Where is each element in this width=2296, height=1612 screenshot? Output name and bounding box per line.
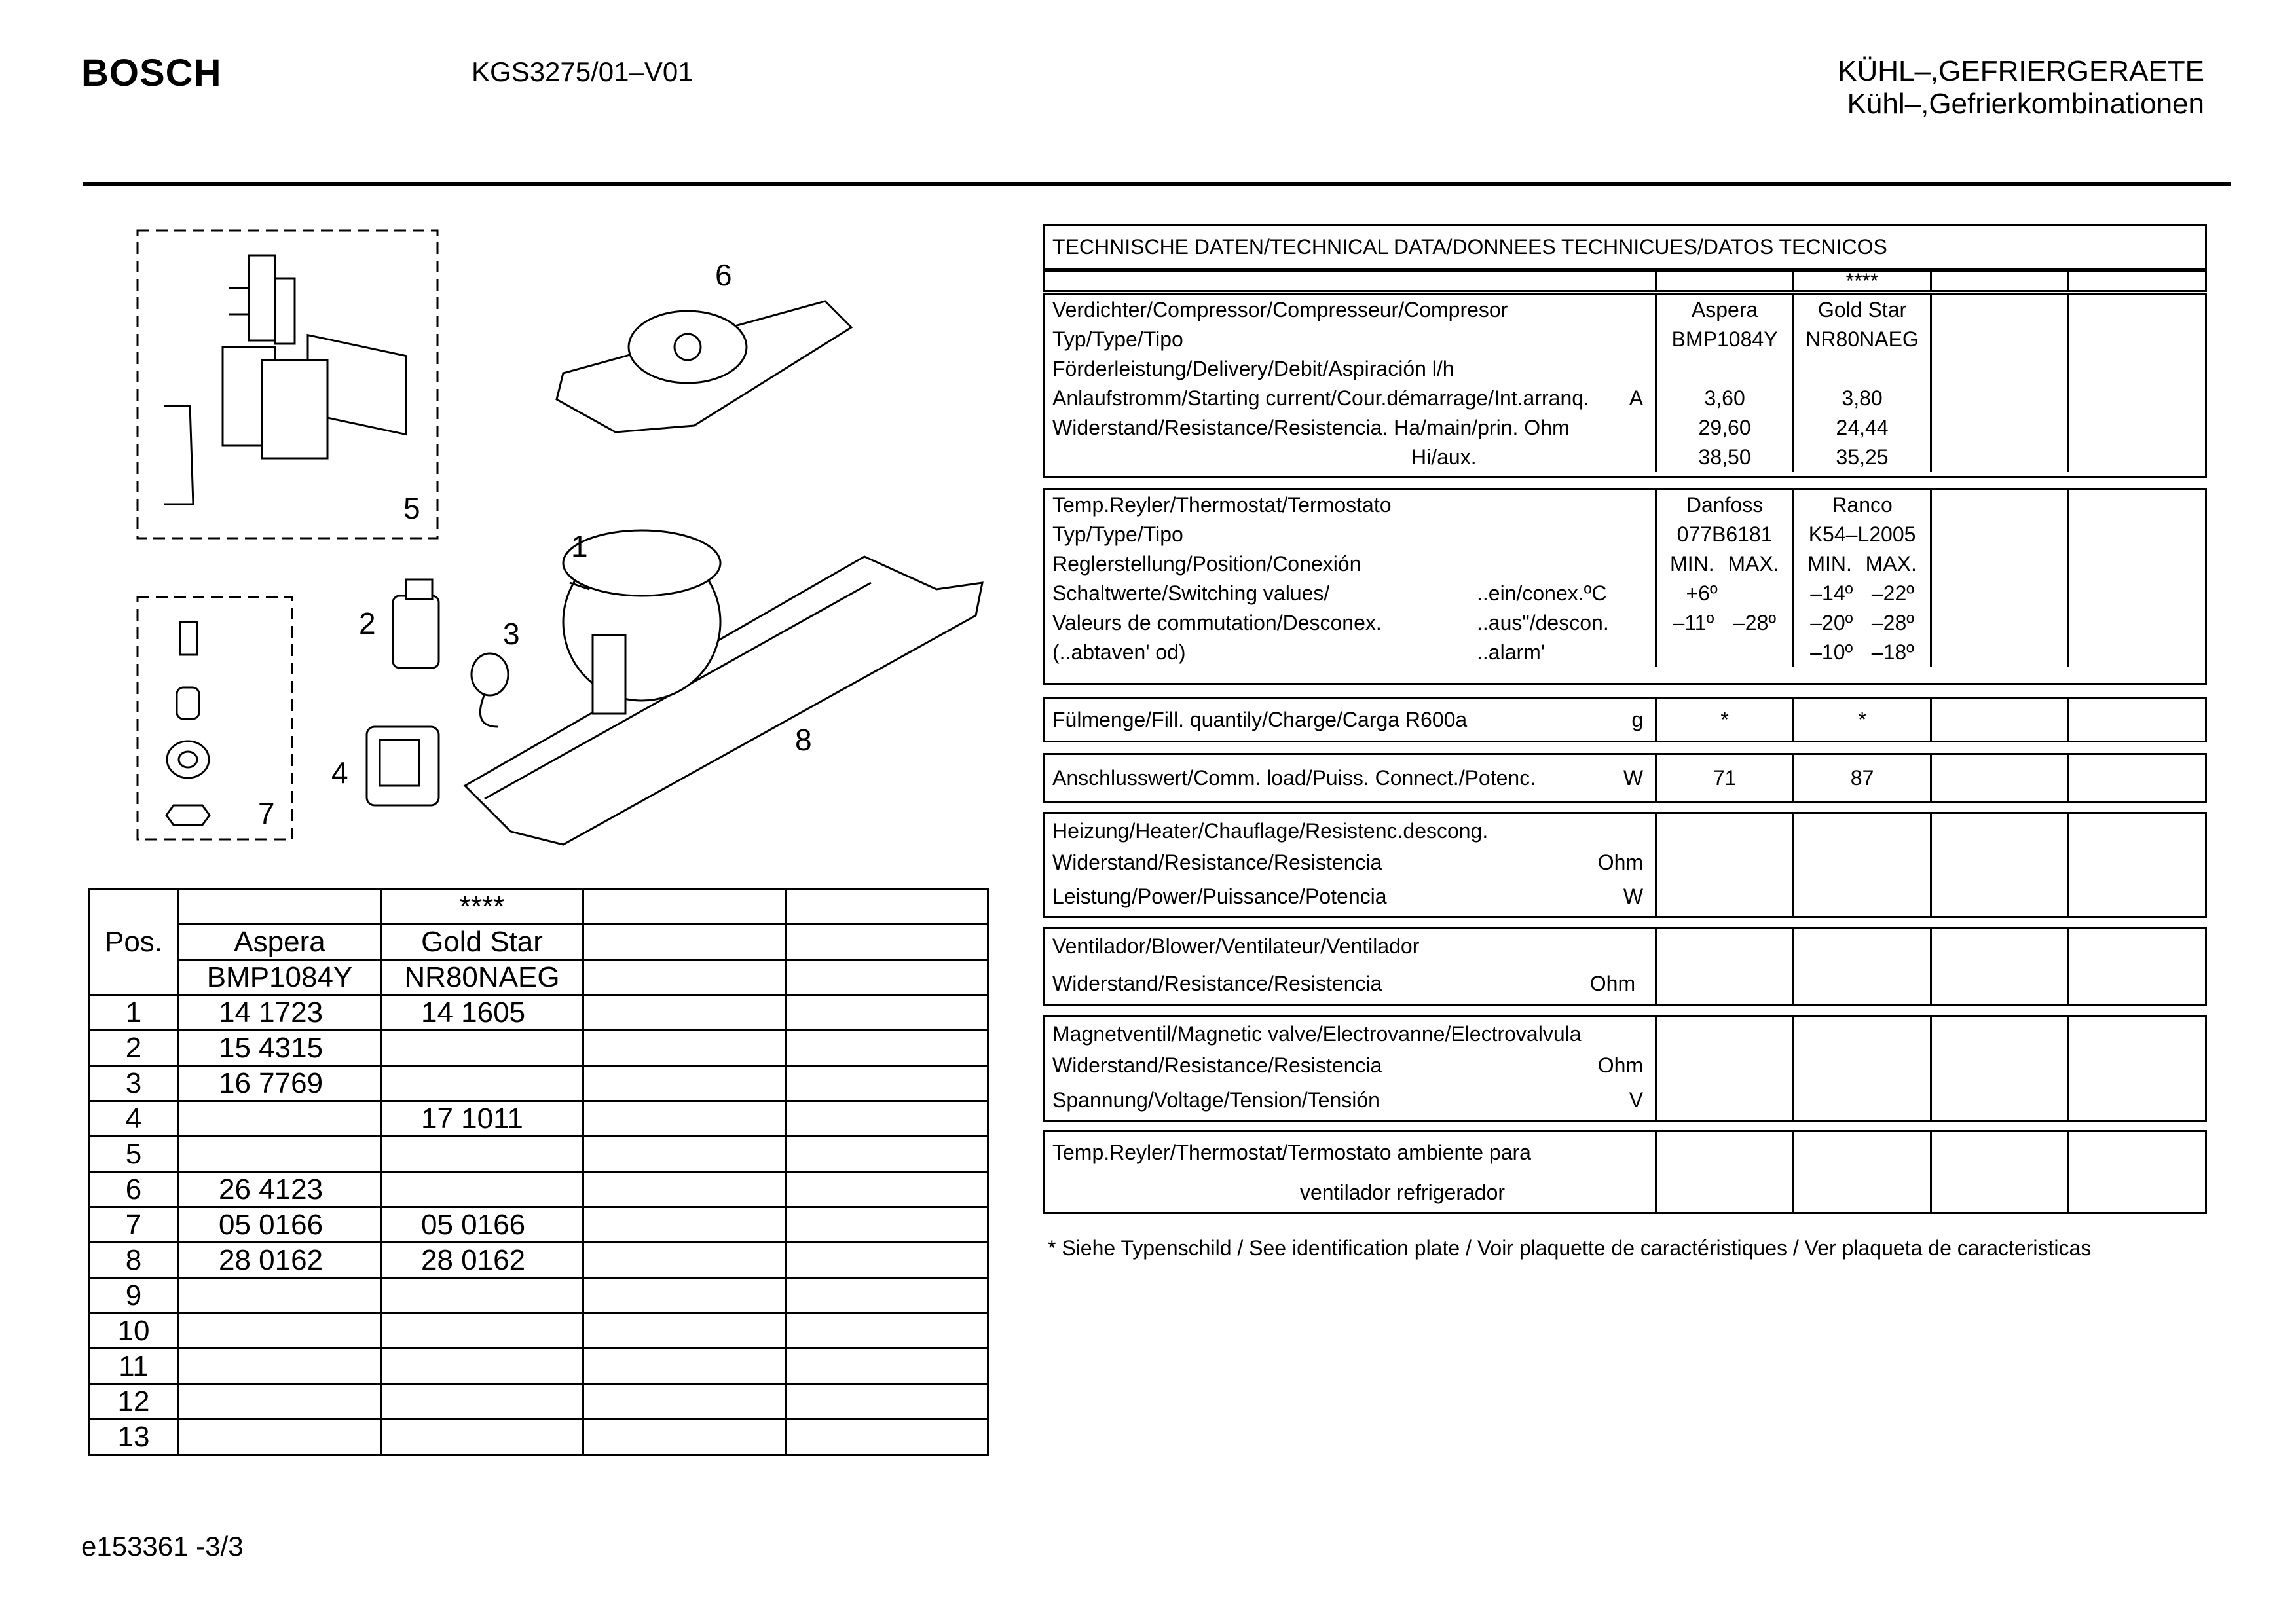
empty-cell <box>583 1243 786 1278</box>
aspera-part-cell: 05 0166 <box>179 1207 381 1243</box>
aspera-part-cell <box>179 1137 381 1172</box>
goldstar-part-cell: 17 1011 <box>381 1101 583 1137</box>
header-divider <box>83 182 2231 186</box>
empty-cell <box>786 1384 988 1420</box>
empty-cell <box>786 1137 988 1172</box>
empty-cell <box>583 1384 786 1420</box>
stars-header: **** <box>381 889 583 925</box>
pos-cell: 12 <box>89 1384 179 1420</box>
starter-relay-icon <box>367 727 439 805</box>
pos-cell: 11 <box>89 1349 179 1384</box>
empty-cell <box>583 1066 786 1101</box>
empty-cell <box>583 1207 786 1243</box>
callout-1: 1 <box>571 529 588 563</box>
empty-cell <box>583 1101 786 1137</box>
empty-cell <box>786 1101 988 1137</box>
goldstar-part-cell: 05 0166 <box>381 1207 583 1243</box>
valve-block: Magnetventil/Magnetic valve/Electrovanne/Electrovalvula Widerstand/Resistance/Resistencia Ohm Spannung/Voltage/Tension/Tensión V <box>1043 1015 2207 1122</box>
empty-cell <box>583 1031 786 1066</box>
parts-row <box>89 1243 988 1278</box>
empty-cell <box>786 1349 988 1384</box>
mounting-kit-icon <box>166 622 210 825</box>
aspera-part-cell: 16 7769 <box>179 1066 381 1101</box>
parts-row <box>89 1137 988 1172</box>
empty-cell <box>786 1243 988 1278</box>
relay-icon <box>164 255 406 504</box>
goldstar-part-cell <box>381 1384 583 1420</box>
tech-title-box <box>1043 224 2207 270</box>
aspera-part-cell <box>179 1101 381 1137</box>
callout-2: 2 <box>359 606 376 640</box>
aspera-part-cell <box>179 1384 381 1420</box>
category-subtitle: Kühl–,Gefrierkombinationen <box>1847 88 2204 120</box>
model-number: KGS3275/01–V01 <box>472 56 694 87</box>
col2-model: NR80NAEG <box>381 960 583 995</box>
goldstar-part-cell <box>381 1278 583 1313</box>
empty-cell <box>786 1420 988 1455</box>
empty-cell <box>786 1313 988 1349</box>
empty-cell <box>786 1207 988 1243</box>
parts-row <box>89 1207 988 1243</box>
category-title: KÜHL–,GEFRIERGERAETE <box>1838 55 2204 87</box>
aspera-part-cell: 14 1723 <box>179 995 381 1031</box>
ambient-block: Temp.Reyler/Thermostat/Termostato ambiente para ventilador refrigerador <box>1043 1130 2207 1214</box>
col2-brand: Gold Star <box>381 925 583 960</box>
goldstar-part-cell <box>381 1066 583 1101</box>
drip-tray-icon <box>557 301 851 432</box>
empty-cell <box>786 1278 988 1313</box>
parts-row <box>89 1066 988 1101</box>
pos-cell: 10 <box>89 1313 179 1349</box>
callout-6: 6 <box>715 258 732 292</box>
goldstar-part-cell <box>381 1349 583 1384</box>
tech-stars: **** <box>1792 272 1930 290</box>
parts-row <box>89 1420 988 1455</box>
pos-cell: 5 <box>89 1137 179 1172</box>
callout-8: 8 <box>795 723 812 757</box>
compressor-block: Verdichter/Compressor/Compresseur/Compresor Aspera Gold Star Typ/Type/Tipo BMP1084Y NR80NAEG Förderleistung/Delivery/Debit/Aspiración l/h Anlaufstromm/Starting current/Cour.démarrage/Int.arranq. A 3,60 3,80 Widerstand/Resistance/Resistencia. Ha/main/prin. Ohm 29,60 24,44 Hi/aux. 38,50 35,25 <box>1043 293 2207 478</box>
tech-title: TECHNISCHE DATEN/TECHNICAL DATA/DONNEES TECHNICUES/DATOS TECNICOS <box>1052 234 1887 259</box>
heater-block: Heizung/Heater/Chauflage/Resistenc.descong. Widerstand/Resistance/Resistencia Ohm Leistung/Power/Puissance/Potencia W <box>1043 812 2207 918</box>
callout-7: 7 <box>258 796 275 830</box>
pos-cell: 3 <box>89 1066 179 1101</box>
parts-row <box>89 1313 988 1349</box>
empty-cell <box>583 1172 786 1207</box>
parts-table <box>88 888 989 1456</box>
parts-row <box>89 1349 988 1384</box>
col1-brand: Aspera <box>179 925 381 960</box>
thermostat-block: Temp.Reyler/Thermostat/Termostato Danfoss Ranco Typ/Type/Tipo 077B6181 K54–L2005 Reglerstellung/Position/Conexión MIN. MAX. MIN. MAX. Schaltwerte/Switching values/ ..ein/conex.ºC +6º –14º –22º Valeurs de commutation/Desconex. ..aus"/descon. –11º –28º –20º –28º (..abtaven' od) ..alarm' –10º –18º <box>1043 488 2207 685</box>
empty-cell <box>786 1066 988 1101</box>
goldstar-part-cell: 14 1605 <box>381 995 583 1031</box>
empty-cell <box>583 1420 786 1455</box>
aspera-part-cell <box>179 1420 381 1455</box>
parts-row <box>89 1278 988 1313</box>
goldstar-part-cell <box>381 1420 583 1455</box>
aspera-part-cell: 28 0162 <box>179 1243 381 1278</box>
pos-header: Pos. <box>89 889 179 995</box>
compressor-frame-icon <box>465 557 982 845</box>
empty-cell <box>583 995 786 1031</box>
callout-3: 3 <box>503 617 520 651</box>
empty-cell <box>786 1172 988 1207</box>
col1-model: BMP1084Y <box>179 960 381 995</box>
goldstar-part-cell <box>381 1313 583 1349</box>
pos-cell: 4 <box>89 1101 179 1137</box>
pos-cell: 1 <box>89 995 179 1031</box>
document-id: e153361 -3/3 <box>81 1531 244 1562</box>
load-block: Anschlusswert/Comm. load/Puiss. Connect./Potenc. W 71 87 <box>1043 753 2207 803</box>
parts-row <box>89 1031 988 1066</box>
aspera-part-cell <box>179 1349 381 1384</box>
parts-rows <box>89 995 988 1455</box>
tech-stars-row <box>1043 270 2207 292</box>
pos-cell: 13 <box>89 1420 179 1455</box>
empty-cell <box>786 995 988 1031</box>
charge-block: Fülmenge/Fill. quantily/Charge/Carga R600a g * * <box>1043 697 2207 742</box>
overload-cap-icon <box>472 653 508 727</box>
empty-cell <box>583 1278 786 1313</box>
callout-4: 4 <box>331 756 348 790</box>
footnote: * Siehe Typenschild / See identification plate / Voir plaquette de caractéristiques / Ver plaqueta de caracteristicas <box>1048 1236 2092 1260</box>
thermostat-icon <box>393 579 439 668</box>
pos-cell: 6 <box>89 1172 179 1207</box>
empty-cell <box>583 1137 786 1172</box>
parts-row <box>89 1384 988 1420</box>
aspera-part-cell <box>179 1313 381 1349</box>
aspera-part-cell: 26 4123 <box>179 1172 381 1207</box>
empty-cell <box>583 1313 786 1349</box>
parts-row <box>89 995 988 1031</box>
empty-cell <box>583 1349 786 1384</box>
goldstar-part-cell <box>381 1172 583 1207</box>
pos-cell: 2 <box>89 1031 179 1066</box>
pos-cell: 9 <box>89 1278 179 1313</box>
parts-row <box>89 1172 988 1207</box>
aspera-part-cell <box>179 1278 381 1313</box>
pos-cell: 8 <box>89 1243 179 1278</box>
callout-5: 5 <box>403 491 420 525</box>
brand-logo: BOSCH <box>81 52 222 94</box>
blower-block: Ventilador/Blower/Ventilateur/Ventilador Widerstand/Resistance/Resistencia Ohm <box>1043 927 2207 1006</box>
goldstar-part-cell <box>381 1031 583 1066</box>
pos-cell: 7 <box>89 1207 179 1243</box>
aspera-part-cell: 15 4315 <box>179 1031 381 1066</box>
goldstar-part-cell: 28 0162 <box>381 1243 583 1278</box>
goldstar-part-cell <box>381 1137 583 1172</box>
parts-diagram <box>118 216 995 858</box>
parts-row <box>89 1101 988 1137</box>
empty-cell <box>786 1031 988 1066</box>
